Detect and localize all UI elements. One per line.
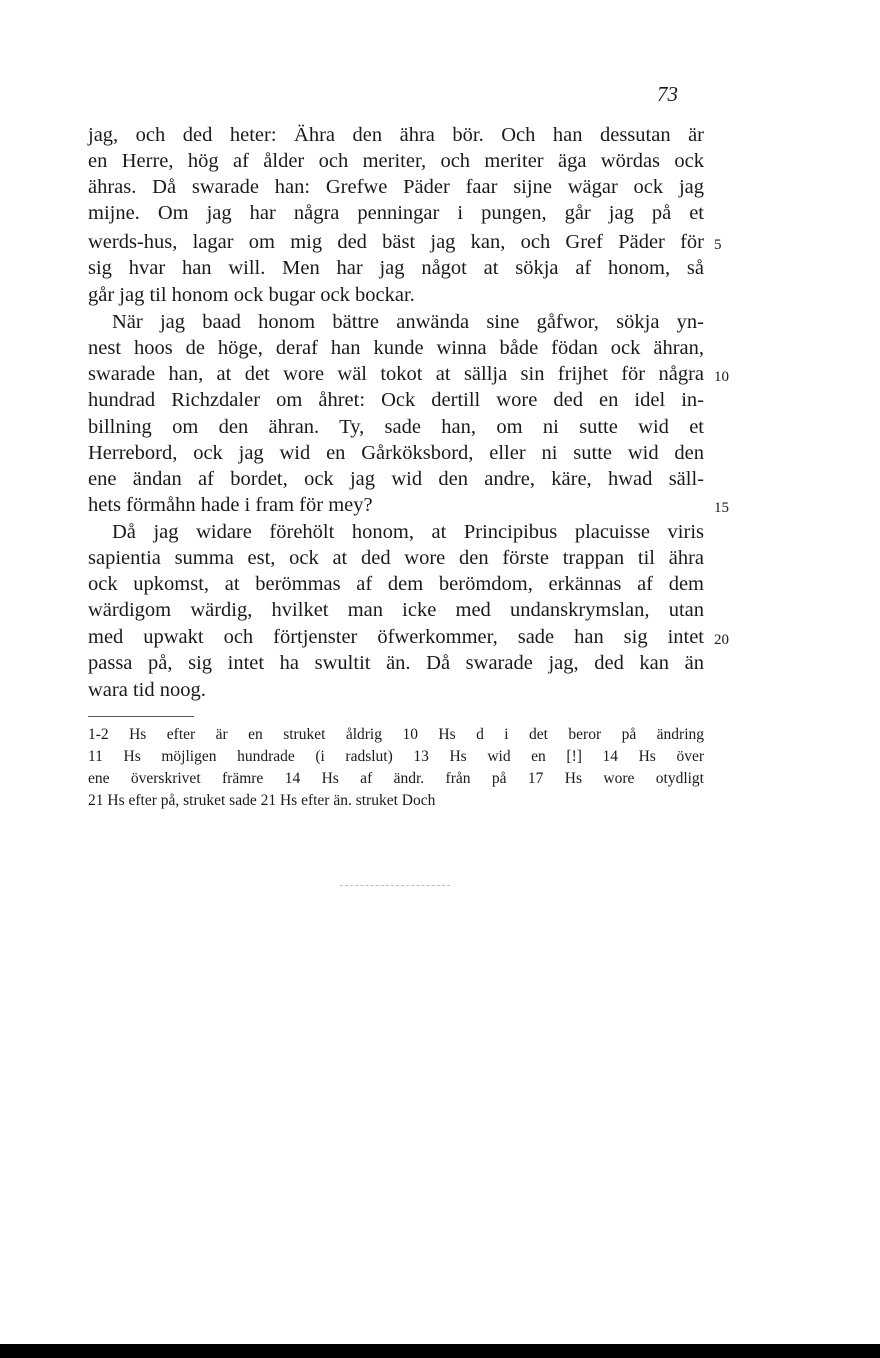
text-line: sig hvar han will. Men har jag något at sökja af honom, så <box>88 257 704 279</box>
line-number: 10 <box>714 369 729 385</box>
text-line: När jag baad honom bättre anwända sine gåfwor, sökja yn- <box>112 311 704 333</box>
scan-artifact <box>340 885 450 886</box>
footnote-line: 1-2 Hs efter är en struket åldrig 10 Hs d i det beror på ändring <box>88 726 704 743</box>
text-line: med upwakt och förtjenster öfwerkommer, sade han sig intet <box>88 626 704 648</box>
text-line: mijne. Om jag har några penningar i pungen, går jag på et <box>88 202 704 224</box>
text-line: jag, och ded heter: Ähra den ähra bör. Och han dessutan är <box>88 124 704 146</box>
text-line: hundrad Richzdaler om åhret: Ock dertill wore ded en idel in- <box>88 389 704 411</box>
text-line: ene ändan af bordet, ock jag wid den andre, käre, hwad säll- <box>88 468 704 490</box>
text-line: passa på, sig intet ha swultit än. Då swarade jag, ded kan än <box>88 652 704 674</box>
text-line: swarade han, at det wore wäl tokot at sällja sin frijhet för några <box>88 363 704 385</box>
text-line: Herrebord, ock jag wid en Gårköksbord, eller ni sutte wid den <box>88 442 704 464</box>
footnote-divider <box>88 716 194 717</box>
text-line: werds-hus, lagar om mig ded bäst jag kan, och Gref Päder för <box>88 231 704 253</box>
text-line: hets förmåhn hade i fram för mey? <box>88 494 373 516</box>
line-number: 5 <box>714 237 722 253</box>
text-line: nest hoos de höge, deraf han kunde winna både födan ock ähran, <box>88 337 704 359</box>
scan-edge <box>0 1344 880 1358</box>
text-line: billning om den ähran. Ty, sade han, om ni sutte wid et <box>88 416 704 438</box>
footnote-line: 11 Hs möjligen hundrade (i radslut) 13 Hs wid en [!] 14 Hs över <box>88 748 704 765</box>
text-line: en Herre, hög af ålder och meriter, och meriter äga wördas ock <box>88 150 704 172</box>
text-line: Då jag widare förehölt honom, at Principibus placuisse viris <box>112 521 704 543</box>
footnote-line: 21 Hs efter på, struket sade 21 Hs efter än. struket Doch <box>88 792 436 809</box>
text-line: wärdigom wärdig, hvilket man icke med undanskrymslan, utan <box>88 599 704 621</box>
text-line: ock upkomst, at berömmas af dem berömdom, erkännas af dem <box>88 573 704 595</box>
text-line: wara tid noog. <box>88 679 206 701</box>
text-line: sapientia summa est, ock at ded wore den förste trappan til ähra <box>88 547 704 569</box>
footnote-line: ene överskrivet främre 14 Hs af ändr. från på 17 Hs wore otydligt <box>88 770 704 787</box>
page-number: 73 <box>657 82 678 106</box>
line-number: 20 <box>714 632 729 648</box>
line-number: 15 <box>714 500 729 516</box>
text-line: går jag til honom ock bugar ock bockar. <box>88 284 415 306</box>
text-line: ähras. Då swarade han: Grefwe Päder faar sijne wägar ock jag <box>88 176 704 198</box>
